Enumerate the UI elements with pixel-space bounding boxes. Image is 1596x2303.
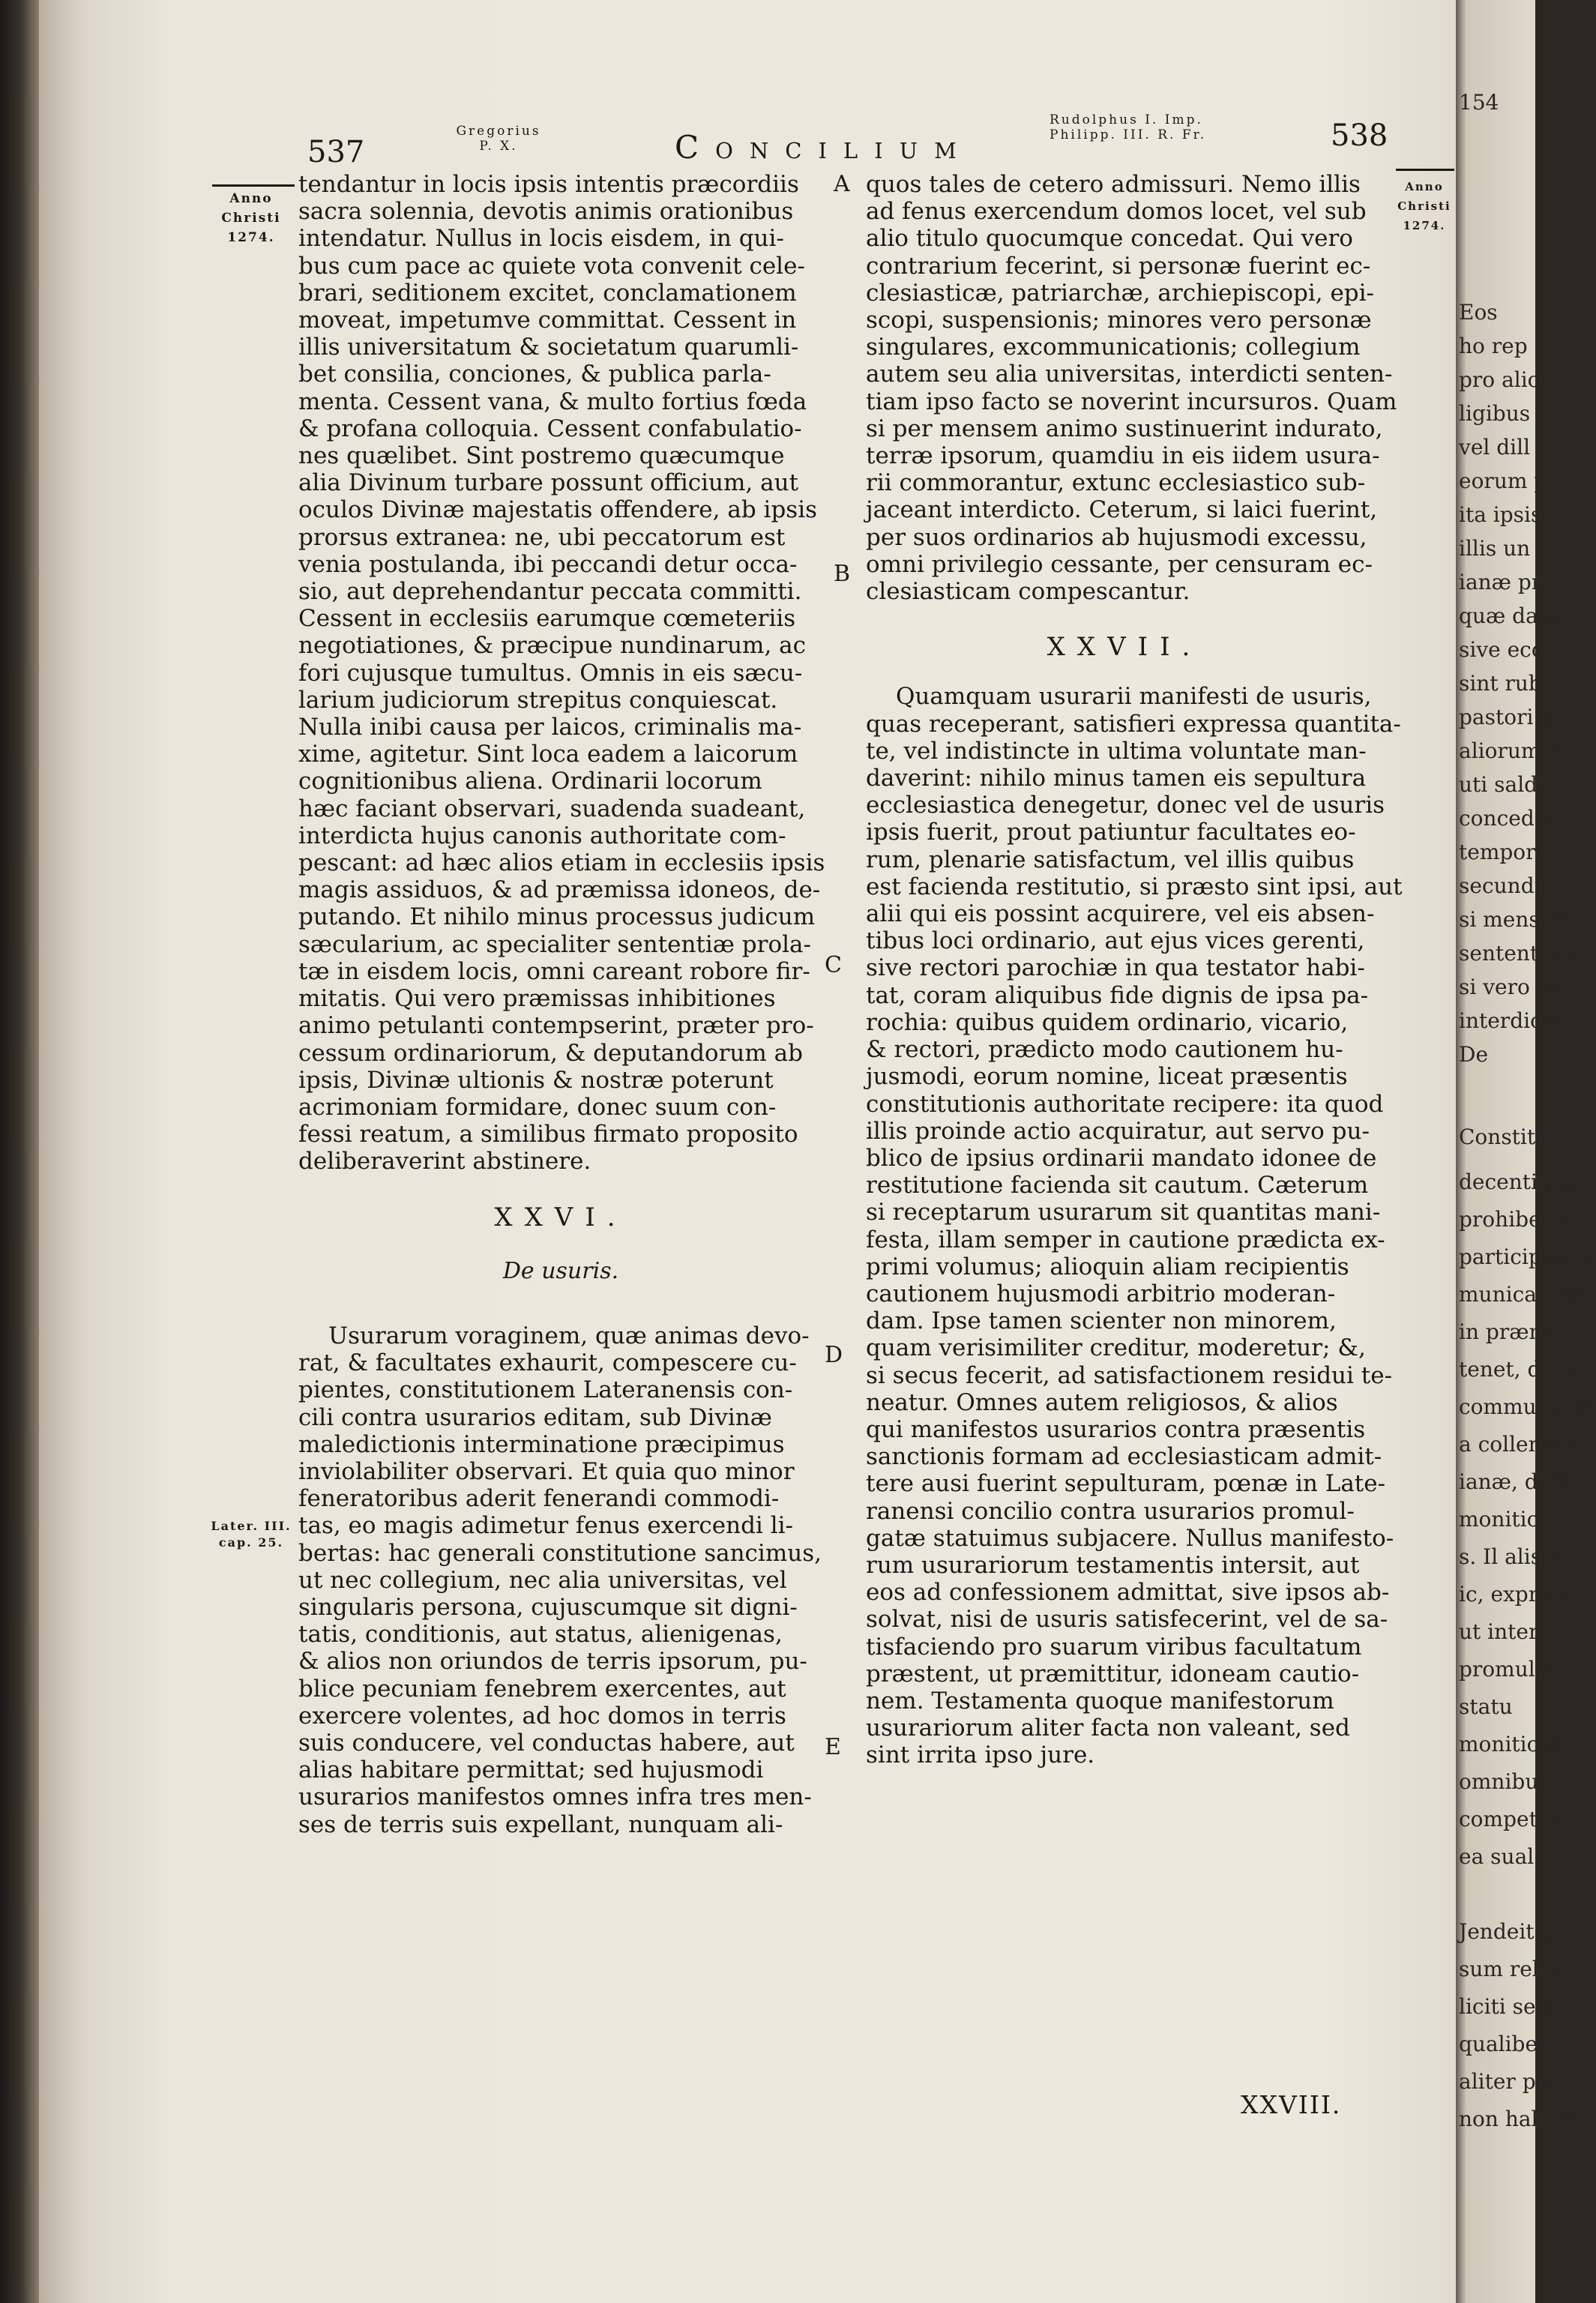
- left-paragraph-1-line: moveat, impetumve committat. Cessent in: [298, 307, 797, 334]
- right-paragraph-1-line: scopi, suspensionis; minores vero personæ: [866, 307, 1372, 334]
- adjacent-page-text-fragment: s. Il alis ri: [1459, 1544, 1565, 1569]
- right-paragraph-2-line: si receptarum usurarum sit quantitas mani-: [866, 1199, 1381, 1226]
- right-paragraph-2-line: quas receperant, satisfieri expressa quantita-: [866, 710, 1401, 738]
- left-paragraph-1-line: tæ in eisdem locis, omni careant robore fir-: [298, 957, 810, 985]
- left-paragraph-2-line: ses de terris suis expellant, nunquam ali-: [298, 1810, 783, 1838]
- adjacent-page-text-fragment: monition: [1459, 1507, 1553, 1532]
- right-paragraph-2-line: tat, coram aliquibus fide dignis de ipsa pa-: [866, 981, 1369, 1009]
- left-paragraph-2-line: maledictionis interminatione præcipimus: [298, 1430, 785, 1458]
- left-page-number: 537: [307, 135, 365, 169]
- left-paragraph-1-line: oculos Divinæ majestatis offendere, ab ipsis: [298, 496, 818, 524]
- running-header: [0, 112, 1535, 172]
- left-paragraph-1-line: acrimoniam formidare, donec suum con-: [298, 1093, 777, 1121]
- right-paragraph-2-line: blico de ipsius ordinarii mandato idonee de: [866, 1144, 1377, 1172]
- left-paragraph-1-line: fori cujusque tumultus. Omnis in eis sæcu-: [298, 659, 803, 687]
- running-title: Concilium: [675, 129, 973, 166]
- adjacent-page-text-fragment: communicati: [1459, 1394, 1596, 1419]
- right-paragraph-2-line: nem. Testamenta quoque manifestorum: [866, 1687, 1334, 1715]
- right-paragraph-2-line: tisfaciendo pro suarum viribus facultatum: [866, 1633, 1362, 1661]
- right-paragraph-1-line: ad fenus exercendum domos locet, vel sub: [866, 198, 1367, 226]
- section-heading-26: XXVI.: [494, 1202, 627, 1232]
- left-text-column: [298, 171, 823, 1838]
- right-text-column: [866, 171, 1403, 1769]
- right-paragraph-2-line: festa, illam semper in cautione prædicta ex-: [866, 1226, 1385, 1253]
- right-paragraph-1: [866, 171, 1397, 606]
- adjacent-page-text-fragment: promulga: [1459, 1657, 1562, 1682]
- left-paragraph-2-line: bertas: hac generali constitutione sancimus,: [298, 1539, 822, 1567]
- adjacent-page-text-fragment: participation: [1459, 1244, 1596, 1269]
- adjacent-page-edge: [1456, 0, 1596, 2303]
- right-paragraph-1-line: terræ ipsorum, quamdiu in eis iidem usura-: [866, 442, 1380, 470]
- lateran-reference-note: Later. III. cap. 25.: [211, 1519, 292, 1550]
- left-paragraph-2-line: rat, & facultates exhaurit, compescere cu-: [298, 1349, 797, 1377]
- right-paragraph-2-line: ranensi concilio contra usurarios promul-: [866, 1497, 1355, 1525]
- left-paragraph-1-line: & profana colloquia. Cessent confabulatio-: [298, 415, 802, 442]
- left-paragraph-2-line: alias habitare permittat; sed hujusmodi: [298, 1756, 764, 1784]
- left-paragraph-2-line: ut nec collegium, nec alia universitas, vel: [298, 1566, 787, 1594]
- left-paragraph-1-line: ipsis, Divinæ ultionis & nostræ poterunt: [298, 1066, 774, 1094]
- right-paragraph-2-line: tibus loci ordinario, aut ejus vices gerenti,: [866, 927, 1365, 955]
- right-paragraph-2-line: ecclesiastica denegetur, donec vel de usuris: [866, 792, 1385, 819]
- adjacent-page-text-fragment: Constitu: [1459, 1125, 1550, 1149]
- book-binding-gutter: [0, 0, 39, 2303]
- right-paragraph-2-line: daverint: nihilo minus tamen eis sepultura: [866, 765, 1367, 792]
- adjacent-page-text-fragment: eorum p: [1459, 469, 1548, 493]
- adjacent-page-text-fragment: statu: [1459, 1694, 1513, 1719]
- left-paragraph-1-line: xime, agitetur. Sint loca eadem a laicorum: [298, 741, 798, 768]
- left-paragraph-2-line: feneratoribus aderit fenerandi commodi-: [298, 1485, 780, 1513]
- right-paragraph-1-line: si per mensem animo sustinuerint indurato,: [866, 415, 1383, 442]
- left-paragraph-1-line: bet consilia, conciones, & publica parla-: [298, 361, 771, 388]
- left-paragraph-1-line: bus cum pace ac quiete vota convenit cele-: [298, 252, 805, 280]
- left-paragraph-1-line: menta. Cessent vana, & multo fortius fœda: [298, 388, 807, 415]
- adjacent-page-text-fragment: omnibus: [1459, 1769, 1550, 1794]
- left-paragraph-1-line: putando. Et nihilo minus processus judicum: [298, 903, 816, 931]
- left-margin-rule: [212, 184, 295, 187]
- left-running-subhead: Gregorius P. X.: [456, 124, 541, 154]
- adjacent-page-text-fragment: Jendeit gen: [1459, 1919, 1580, 1944]
- right-paragraph-2-line: Quamquam usurarii manifesti de usuris,: [896, 683, 1372, 711]
- right-paragraph-2-line: rum, plenarie satisfactum, vel illis quibus: [866, 846, 1355, 873]
- adjacent-page-text-fragment: ea sual: [1459, 1844, 1535, 1869]
- left-paragraph-2-line: tas, eo magis adimetur fenus exercendi li-: [298, 1512, 793, 1540]
- adjacent-page-text-fragment: ianæ pr: [1459, 570, 1542, 594]
- section-heading-27: XXVII.: [1047, 632, 1202, 663]
- adjacent-page-text-fragment: aliorum q: [1459, 738, 1562, 763]
- section-letter-a: A: [834, 171, 850, 197]
- left-paragraph-1-line: cognitionibus aliena. Ordinarii locorum: [298, 768, 762, 795]
- adjacent-page-text-fragment: tempori: [1459, 840, 1543, 864]
- right-paragraph-2-line: qui manifestos usurarios contra præsentis: [866, 1415, 1366, 1443]
- left-paragraph-2-line: usurarios manifestos omnes infra tres men-: [298, 1783, 812, 1811]
- left-paragraph-1-line: pescant: ad hæc alios etiam in ecclesiis ipsis: [298, 849, 825, 877]
- right-margin-rule: [1396, 169, 1454, 171]
- adjacent-page-text-fragment: si vero ui: [1459, 975, 1557, 999]
- right-paragraph-1-line: autem seu alia universitas, interdicti senten-: [866, 361, 1393, 388]
- adjacent-page-text-fragment: Eos: [1459, 300, 1498, 325]
- left-paragraph-1-line: larium judiciorum strepitus conquiescat.: [298, 686, 778, 714]
- right-page-number: 538: [1331, 118, 1388, 153]
- left-paragraph-1-line: Nulla inibi causa per laicos, criminalis ma-: [298, 714, 802, 741]
- adjacent-page-text-fragment: sum relaxa: [1459, 1957, 1576, 1981]
- left-paragraph-1-line: alia Divinum turbare possunt officium, aut: [298, 469, 799, 497]
- left-paragraph-2-line: pientes, constitutionem Lateranensis con-: [298, 1376, 793, 1404]
- right-paragraph-2-line: te, vel indistincte in ultima voluntate man-: [866, 737, 1367, 765]
- adjacent-page-text-fragment: De: [1459, 1042, 1489, 1067]
- adjacent-page-text-fragment: qualibet al: [1459, 2032, 1572, 2056]
- right-paragraph-2-line: constitutionis authoritate recipere: ita quod: [866, 1090, 1384, 1118]
- adjacent-page-text-fragment: uti salde: [1459, 772, 1550, 797]
- right-paragraph-2-line: quam verisimiliter creditur, moderetur; &,: [866, 1334, 1366, 1362]
- right-paragraph-1-line: clesiasticam compescantur.: [866, 578, 1190, 606]
- section-subtitle-de-usuris: De usuris.: [502, 1257, 619, 1284]
- left-paragraph-1-line: magis assiduos, & ad præmissa idoneos, de-: [298, 876, 821, 904]
- left-paragraph-1-line: mitatis. Qui vero præmissas inhibitiones: [298, 985, 776, 1013]
- left-paragraph-1-line: Cessent in ecclesiis earumque cœmeteriis: [298, 605, 796, 633]
- right-paragraph-2-line: sanctionis formam ad ecclesiasticam admit-: [866, 1443, 1382, 1471]
- adjacent-page-text-fragment: decenti pap: [1459, 1169, 1584, 1194]
- adjacent-page-text-fragment: quæ dam: [1459, 603, 1559, 628]
- left-paragraph-1-line: sæcularium, ac specialiter sententiæ prola-: [298, 930, 811, 958]
- section-letter-e: E: [825, 1734, 841, 1760]
- adjacent-page-text-fragment: in præmiss: [1459, 1319, 1577, 1344]
- section-letter-d: D: [825, 1342, 843, 1368]
- left-paragraph-1-line: fessi reatum, a similibus firmato proposito: [298, 1121, 798, 1149]
- adjacent-page-text-fragment: aliter pro: [1459, 2069, 1559, 2094]
- right-paragraph-2: [866, 683, 1403, 1769]
- left-paragraph-1-line: brari, seditionem excitet, conclamationem: [298, 279, 797, 307]
- adjacent-page-text-fragment: ho rep: [1459, 334, 1528, 358]
- left-paragraph-2-line: suis conducere, vel conductas habere, aut: [298, 1729, 795, 1756]
- left-paragraph-1-line: intendatur. Nullus in locis eisdem, in qui-: [298, 225, 784, 253]
- right-paragraph-2-line: si secus fecerit, ad satisfactionem residui te-: [866, 1361, 1393, 1389]
- right-paragraph-2-line: usurariorum aliter facta non valeant, sed: [866, 1715, 1350, 1742]
- right-paragraph-1-line: per suos ordinarios ab hujusmodi excessu,: [866, 523, 1367, 551]
- section-letter-b: B: [834, 561, 851, 587]
- right-paragraph-2-line: sint irrita ipso jure.: [866, 1741, 1095, 1769]
- right-paragraph-2-line: illis proinde actio acquiratur, aut servo pu-: [866, 1117, 1370, 1145]
- right-paragraph-2-line: solvat, nisi de usuris satisfecerint, vel de sa-: [866, 1606, 1388, 1634]
- adjacent-page-text-fragment: monitioni: [1459, 1732, 1560, 1756]
- catchword-next-section: XXVIII.: [1241, 2090, 1342, 2119]
- left-paragraph-1: [298, 171, 823, 1175]
- right-paragraph-2-line: dam. Ipse tamen scienter non minorem,: [866, 1307, 1337, 1335]
- left-paragraph-2-line: tatis, conditionis, aut status, alienigenas,: [298, 1621, 783, 1649]
- right-paragraph-1-line: quos tales de cetero admissuri. Nemo illis: [866, 171, 1361, 198]
- right-paragraph-2-line: primi volumus; alioquin aliam recipientis: [866, 1253, 1349, 1280]
- adjacent-page-text-fragment: tenet, decer: [1459, 1357, 1588, 1382]
- right-paragraph-2-line: est facienda restitutio, si præsto sint ipsi, aut: [866, 873, 1403, 900]
- adjacent-page-text-fragment: ita ipsis: [1459, 502, 1542, 527]
- right-paragraph-2-line: gatæ statuimus subjacere. Nullus manifesto-: [866, 1524, 1394, 1552]
- adjacent-page-text-fragment: 154: [1459, 90, 1499, 115]
- right-paragraph-1-line: jaceant interdicto. Ceterum, si laici fuerint,: [866, 496, 1378, 524]
- adjacent-page-text-fragment: ic, exprimi: [1459, 1582, 1572, 1607]
- adjacent-page-text-fragment: concedenc: [1459, 806, 1573, 831]
- right-paragraph-2-line: tere ausi fuerint sepulturam, pœnæ in Late-: [866, 1470, 1386, 1498]
- left-paragraph-1-line: hæc faciant observari, suadenda suadeant,: [298, 795, 806, 822]
- left-paragraph-1-line: prorsus extranea: ne, ubi peccatorum est: [298, 523, 786, 551]
- left-paragraph-2-line: inviolabiliter observari. Et quia quo minor: [298, 1457, 795, 1485]
- adjacent-page-text-fragment: competer: [1459, 1807, 1560, 1831]
- right-paragraph-2-line: restitutione facienda sit cautum. Cæterum: [866, 1172, 1369, 1199]
- right-paragraph-1-line: clesiasticæ, patriarchæ, archiepiscopi, epi-: [866, 279, 1375, 307]
- right-paragraph-1-line: alio titulo quocumque concedat. Qui vero: [866, 225, 1353, 253]
- right-paragraph-2-line: sive rectori parochiæ in qua testator habi-: [866, 954, 1365, 982]
- right-paragraph-2-line: rochia: quibus quidem ordinario, vicario,: [866, 1008, 1349, 1036]
- left-paragraph-2-line: cili contra usurarios editam, sub Divinæ: [298, 1403, 772, 1431]
- adjacent-page-text-fragment: ut inter: [1459, 1619, 1539, 1644]
- adjacent-page-text-fragment: ianæ, decl: [1459, 1469, 1569, 1494]
- section-letter-c: C: [825, 952, 842, 978]
- left-paragraph-1-line: animo petulanti contempserint, præter pro-: [298, 1012, 814, 1040]
- adjacent-page-text-fragment: pastori d: [1459, 705, 1554, 729]
- left-paragraph-1-line: deliberaverint abstinere.: [298, 1148, 591, 1175]
- left-paragraph-2-line: Usurarum voraginem, quæ animas devo-: [328, 1322, 810, 1349]
- right-paragraph-2-line: eos ad confessionem admittat, sive ipsos ab-: [866, 1579, 1390, 1607]
- adjacent-page-text-fragment: non habere: [1459, 2107, 1580, 2131]
- right-paragraph-2-line: jusmodi, eorum nomine, liceat præsentis: [866, 1063, 1348, 1091]
- left-paragraph-1-line: sacra solennia, devotis animis orationibus: [298, 198, 794, 226]
- left-paragraph-1-line: cessum ordinariorum, & deputandorum ab: [298, 1039, 803, 1067]
- right-paragraph-1-line: tiam ipso facto se noverint incursuros. Quam: [866, 388, 1397, 415]
- left-paragraph-2-line: & alios non oriundos de terris ipsorum, pu-: [298, 1648, 807, 1676]
- right-paragraph-2-line: & rectori, prædicto modo cautionem hu-: [866, 1036, 1343, 1064]
- right-paragraph-2-line: alii qui eis possint acquirere, vel eis absen-: [866, 900, 1375, 928]
- left-margin-year-note: Anno Christi 1274.: [221, 191, 281, 245]
- right-paragraph-2-line: præstent, ut præmittitur, idoneam cautio-: [866, 1660, 1360, 1688]
- left-paragraph-1-line: nes quælibet. Sint postremo quæcumque: [298, 442, 785, 470]
- left-paragraph-1-line: illis universitatum & societatum quarumli-: [298, 334, 799, 361]
- adjacent-page-text-fragment: municatione: [1459, 1282, 1591, 1307]
- left-paragraph-1-line: venia postulanda, ibi peccandi detur occa-: [298, 550, 798, 578]
- right-paragraph-2-line: rum usurariorum testamentis intersit, aut: [866, 1551, 1360, 1579]
- adjacent-page-text-fragment: si mensem: [1459, 907, 1572, 932]
- adjacent-page-text-fragment: a collendum: [1459, 1432, 1589, 1457]
- right-running-subhead: Rudolphus I. Imp. Philipp. III. R. Fr.: [1050, 112, 1207, 142]
- left-paragraph-2-line: singularis persona, cujuscumque sit digni-: [298, 1593, 798, 1621]
- adjacent-page-text-fragment: interdicto: [1459, 1008, 1563, 1033]
- right-paragraph-2-line: neatur. Omnes autem religiosos, & alios: [866, 1388, 1338, 1416]
- left-paragraph-1-line: tendantur in locis ipsis intentis præcordiis: [298, 171, 799, 198]
- adjacent-page-text-fragment: pro alio: [1459, 367, 1541, 392]
- left-paragraph-2: [298, 1322, 823, 1838]
- right-paragraph-2-line: ipsis fuerit, prout patiuntur facultates eo-: [866, 819, 1356, 846]
- right-paragraph-2-line: cautionem hujusmodi arbitrio moderan-: [866, 1280, 1336, 1307]
- adjacent-page-text-fragment: sententiam: [1459, 941, 1578, 966]
- left-paragraph-2-line: blice pecuniam fenebrem exercentes, aut: [298, 1675, 786, 1703]
- adjacent-page-text-fragment: illis un: [1459, 536, 1531, 561]
- adjacent-page-text-fragment: liciti sente: [1459, 1994, 1571, 2019]
- right-paragraph-1-line: rii commorantur, extunc ecclesiastico sub-: [866, 469, 1366, 497]
- right-paragraph-1-line: contrarium fecerint, si personæ fuerint ec-: [866, 252, 1371, 280]
- left-paragraph-1-line: interdicta hujus canonis authoritate com-: [298, 822, 786, 849]
- adjacent-page-text-fragment: secundi: [1459, 873, 1541, 898]
- right-margin-year-note: Anno Christi 1274.: [1397, 180, 1451, 232]
- adjacent-page-text-fragment: ligibus: [1459, 401, 1531, 426]
- adjacent-page-text-fragment: sive ecc: [1459, 637, 1544, 662]
- adjacent-page-text-fragment: vel dill: [1459, 435, 1531, 460]
- adjacent-page-text-fragment: sint rub: [1459, 671, 1542, 696]
- left-paragraph-2-line: exercere volentes, ad hoc domos in terris: [298, 1702, 786, 1729]
- right-paragraph-1-line: singulares, excommunicationis; collegium: [866, 334, 1361, 361]
- left-paragraph-1-line: negotiationes, & præcipue nundinarum, ac: [298, 632, 807, 660]
- adjacent-page-text-fragment: prohibet pa: [1459, 1207, 1583, 1232]
- left-paragraph-1-line: sio, aut deprehendantur peccata committi.: [298, 578, 802, 606]
- right-paragraph-1-line: omni privilegio cessante, per censuram ec-: [866, 550, 1373, 578]
